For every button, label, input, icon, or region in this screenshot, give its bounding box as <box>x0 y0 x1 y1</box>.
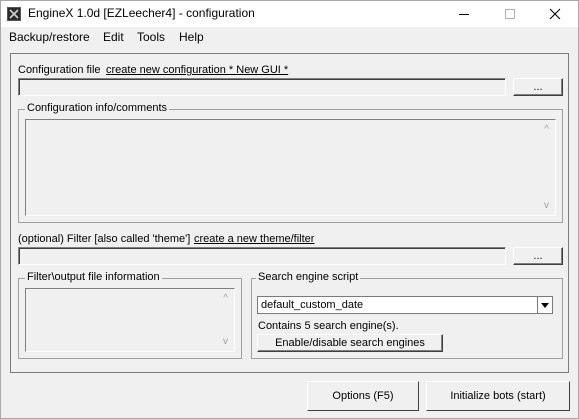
toggle-search-engines-button[interactable] <box>257 334 443 352</box>
close-button[interactable] <box>532 1 578 27</box>
chevron-down-icon <box>541 303 549 308</box>
config-file-label: Configuration file <box>18 64 101 76</box>
create-filter-link[interactable]: create a new theme/filter <box>194 233 315 245</box>
config-browse-label: ... <box>533 81 543 93</box>
dropdown-button[interactable] <box>537 297 552 313</box>
filter-label: (optional) Filter [also called 'theme'] <box>18 233 191 245</box>
minimize-icon <box>458 8 470 20</box>
filter-browse-button[interactable] <box>513 247 563 265</box>
app-icon[interactable] <box>7 7 21 21</box>
options-button[interactable]: Options (F5) <box>307 381 419 411</box>
title-bar <box>1 1 578 27</box>
config-file-input-value <box>19 79 505 95</box>
scroll-down-icon[interactable]: v <box>544 200 549 211</box>
menu-backup-restore[interactable]: Backup/restore <box>9 30 90 44</box>
filter-output-title: Filter\output file information <box>27 271 160 283</box>
initialize-bots-button[interactable]: Initialize bots (start) <box>426 381 570 411</box>
search-engine-title: Search engine script <box>258 271 359 283</box>
filter-scroll-down-icon[interactable]: v <box>223 336 228 347</box>
config-file-input[interactable] <box>18 78 506 96</box>
create-config-link[interactable]: create new configuration * New GUI * <box>106 64 289 76</box>
search-engine-status: Contains 5 search engine(s). <box>258 320 399 332</box>
minimize-button[interactable] <box>441 1 487 27</box>
window-title: EngineX 1.0d [EZLeecher4] - configuration <box>28 6 255 20</box>
filter-scroll-up-icon[interactable]: ^ <box>223 293 228 304</box>
menu-tools[interactable]: Tools <box>137 30 166 44</box>
filter-output-textarea[interactable] <box>25 288 235 352</box>
filter-input-value <box>19 248 505 264</box>
menu-bar <box>1 27 578 47</box>
menu-help[interactable]: Help <box>179 30 204 44</box>
filter-browse-label: ... <box>533 250 543 262</box>
toggle-search-engines-label: Enable/disable search engines <box>275 337 425 349</box>
search-engine-select[interactable] <box>257 296 553 314</box>
filter-input[interactable] <box>18 247 506 265</box>
maximize-button[interactable] <box>487 1 533 27</box>
config-browse-button[interactable] <box>513 78 563 96</box>
scroll-up-icon[interactable]: ^ <box>544 124 549 135</box>
maximize-icon <box>504 8 516 20</box>
config-info-title: Configuration info/comments <box>27 102 168 114</box>
search-engine-selected: default_custom_date <box>261 299 364 311</box>
close-icon <box>549 8 561 20</box>
config-info-textarea[interactable] <box>25 119 556 216</box>
menu-edit[interactable]: Edit <box>103 30 124 44</box>
